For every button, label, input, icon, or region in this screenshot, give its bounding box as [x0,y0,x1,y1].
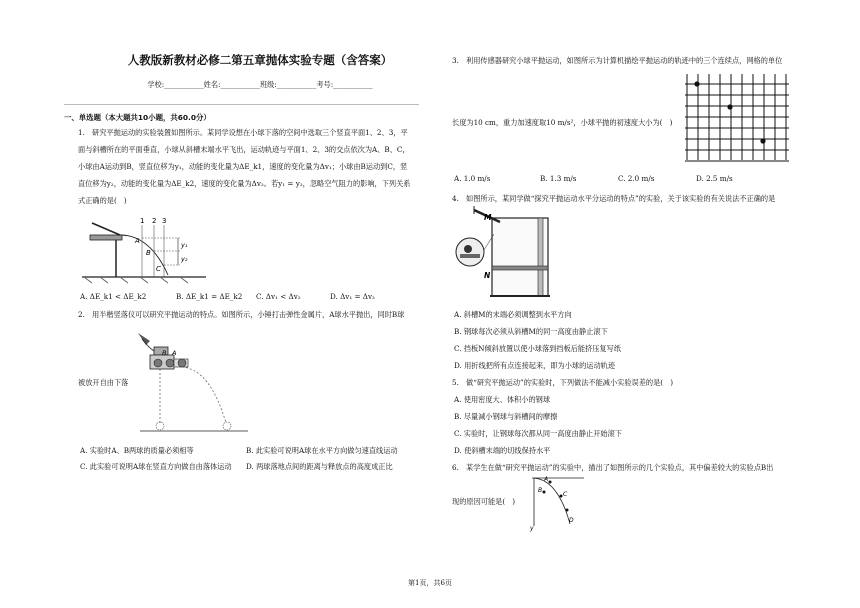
q3-option-a[interactable]: A. 1.0 m/s [454,174,491,183]
fig1-label-2: 2 [152,217,157,225]
q3-line-1: 3. 利用传感器研究小球平抛运动，如图所示为计算机描绘平抛运动的轨迹中的三个连续点，网格的单位 [452,56,783,65]
q1-option-d[interactable]: D. Δv₁ = Δv₂ [330,292,375,301]
q4-figure [454,206,564,302]
q1-figure [80,215,210,285]
fig2-ball-b: B [162,349,167,357]
fig1-point-a: A [135,237,140,245]
q6-figure [528,472,588,532]
q2-option-c[interactable]: C. 此实验可说明A球在竖直方向做自由落体运动 [80,462,232,471]
q2-option-b[interactable]: B. 此实验可说明A球在水平方向做匀速直线运动 [246,446,398,455]
q4-option-a[interactable]: A. 斜槽M的末端必须调整到水平方向 [454,310,572,319]
page-title: 人教版新教材必修二第五章抛体实验专题（含答案） [127,53,393,67]
section-heading: 一、单选题（本大题共10小题，共60.0分） [64,113,211,122]
fig4-label-m: M [484,213,492,222]
fig6-axis-y: y [530,525,534,532]
q1-option-a[interactable]: A. ΔE_k1 < ΔE_k2 [80,292,147,301]
fig4-label-n: N [484,271,491,280]
fig1-y2: y₂ [181,255,188,263]
q2-figure [132,325,252,437]
q4-line-1: 4. 如图所示，某同学做“探究平抛运动水平分运动的特点”的实验，关于该实验的有关说法不正确的是 [452,194,776,203]
fig1-y1: y₁ [181,241,188,249]
q3-option-b[interactable]: B. 1.3 m/s [540,174,577,183]
q1-option-b[interactable]: B. ΔE_k1 = ΔE_k2 [176,292,243,301]
fig2-ball-a: A [172,349,177,357]
q3-option-c[interactable]: C. 2.0 m/s [618,174,655,183]
fig6-point-a: A [544,476,549,483]
q1-line-1: 1. 研究平抛运动的实验装置如图所示。某同学设想在小球下落的空间中选取三个竖直平面1、2、3，平 [78,128,408,137]
page-footer: 第1页，共6页 [408,579,452,587]
q2-option-d[interactable]: D. 两球落地点间的距离与释放点的高度成正比 [246,462,393,471]
q5-line-1: 5. 做“研究平抛运动”的实验时，下列做法不能减小实验误差的是( ) [452,378,674,387]
q3-option-d[interactable]: D. 2.5 m/s [696,174,733,183]
q3-line-2: 长度为10 cm，重力加速度取10 m/s²，小球平抛的初速度大小为( ) [452,118,673,127]
q2-line-1: 2. 用半楷竖落仪可以研究平抛运动的特点。如图所示，小锤打击弹性金属片，A球水平抛出，同时B球 [78,310,405,319]
q3-grid-figure [685,74,795,162]
q4-option-b[interactable]: B. 钢球每次必须从斜槽M的同一高度由静止滚下 [454,327,608,336]
divider [64,104,419,105]
fig1-point-b: B [146,249,151,257]
q6-line-2: 现的原因可能是( ) [452,497,516,506]
q4-option-d[interactable]: D. 用折线把所有点连接起来，即为小球的运动轨迹 [454,361,616,370]
q1-option-c[interactable]: C. Δv₁ < Δv₂ [256,292,301,301]
q1-line-2: 面与斜槽所在的平面垂直，小球从斜槽末端水平飞出，运动轨迹与平面1、2、3的交点依次为A、B、C， [78,145,410,154]
fig1-label-1: 1 [140,217,145,225]
q2-line-2: 被放开自由下落 [78,378,129,387]
q5-option-d[interactable]: D. 使斜槽末端的切线保持水平 [454,446,551,455]
fig6-point-d: D [569,517,574,524]
q5-option-b[interactable]: B. 尽量减小钢球与斜槽间的摩擦 [454,412,558,421]
fig1-point-c: C [156,265,161,273]
q5-option-a[interactable]: A. 使用密度大、体积小的钢球 [454,395,551,404]
fig1-label-3: 3 [162,217,167,225]
student-info-line: 学校:___________姓名:___________班级:___________考号:___________ [147,80,373,89]
q6-line-1: 6. 某学生在做“研究平抛运动”的实验中，描出了如图所示的几个实验点，其中偏差较大的实验点B出 [452,463,774,472]
q1-line-3: 小球由A运动到B，竖直位移为y₁，动能的变化量为ΔE_k1，速度的变化量为Δv₁；小球由B运动到C，竖 [78,162,408,171]
q5-option-c[interactable]: C. 实验时，让钢球每次都从同一高度由静止开始滚下 [454,429,622,438]
q2-option-a[interactable]: A. 实验时A、B两球的质量必须相等 [80,446,194,455]
q1-line-5: 式正确的是( ) [78,196,127,205]
q4-option-c[interactable]: C. 挡板N倾斜放置以使小球落到挡板后能挤压复写纸 [454,344,622,353]
fig6-point-c: C [563,491,568,498]
q1-line-4: 直位移为y₂，动能的变化量为ΔE_k2，速度的变化量为Δv₂。若y₁ = y₂，忽略空气阻力的影响，下列关系 [78,179,411,188]
fig6-point-b: B [538,487,543,494]
